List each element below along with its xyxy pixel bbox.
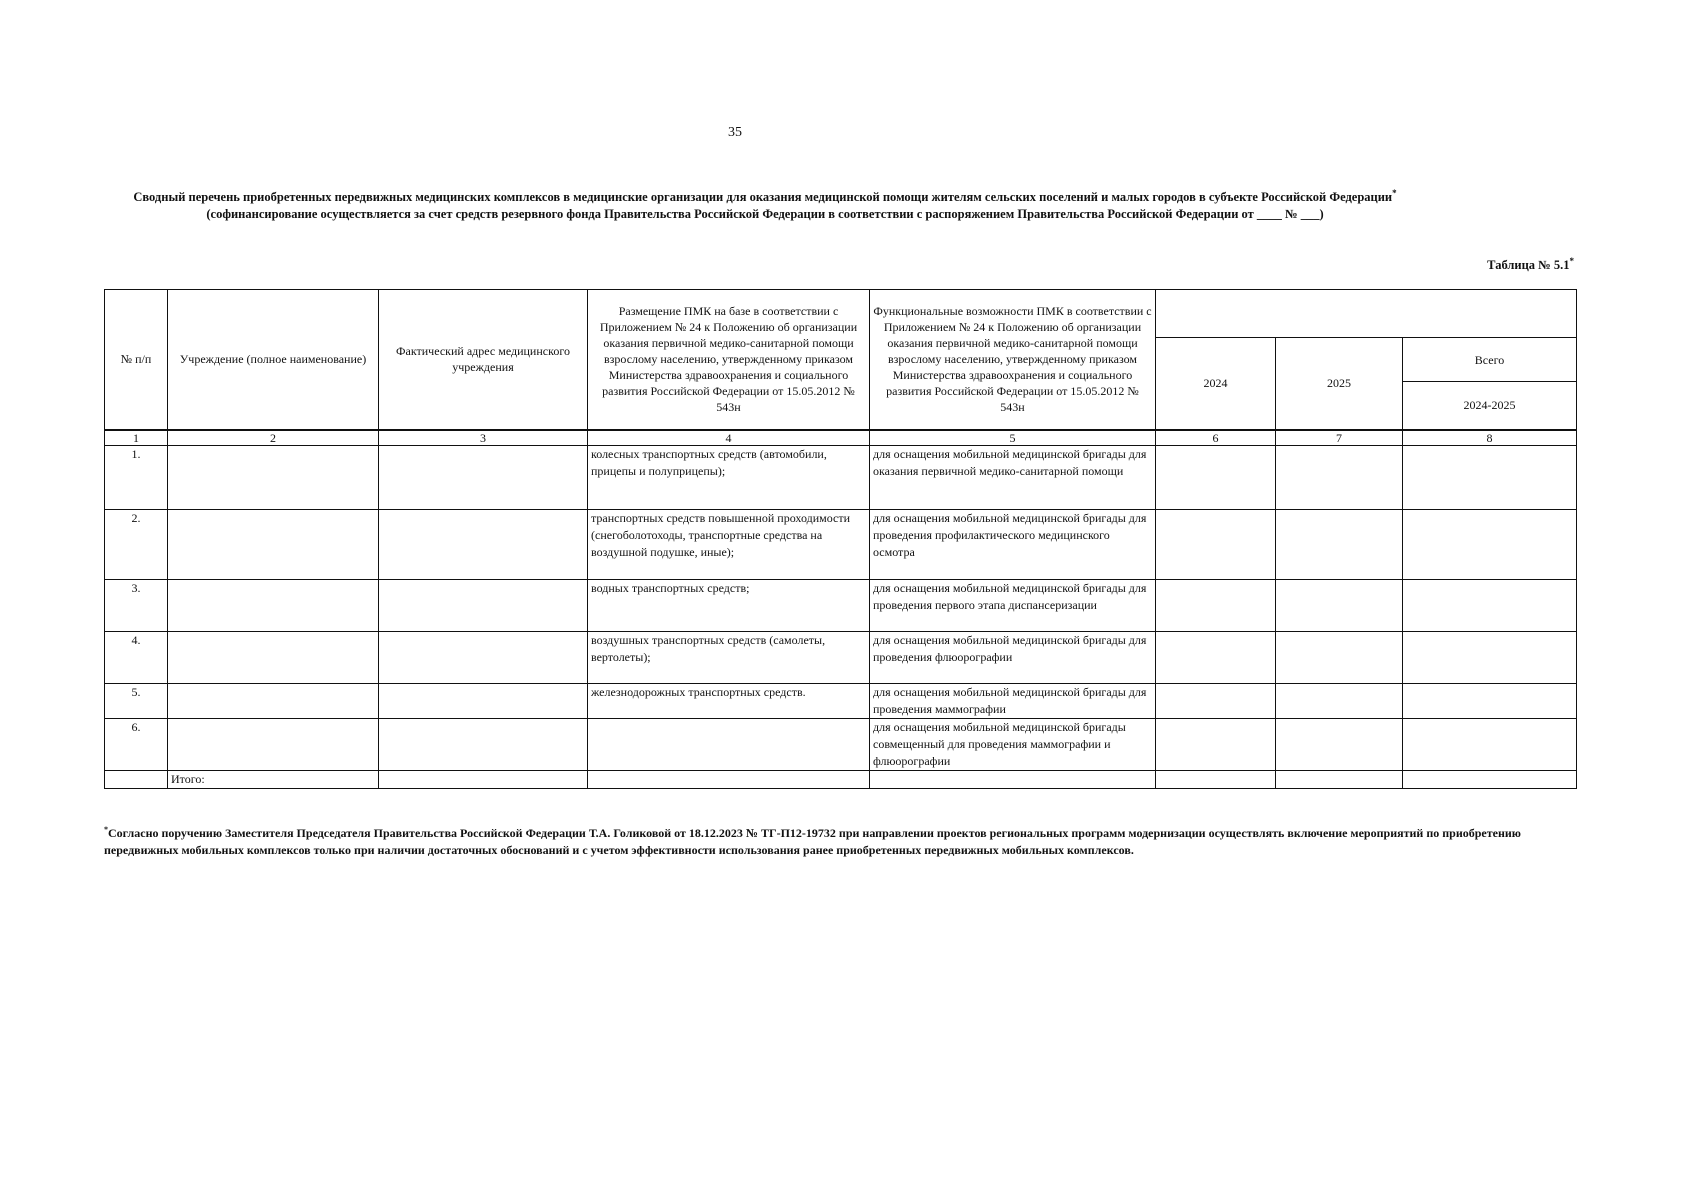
column-number: 8: [1403, 430, 1577, 446]
value-total-cell: [1403, 509, 1577, 579]
header-num: № п/п: [105, 290, 168, 430]
institution-cell: [168, 445, 379, 509]
row-number: 1.: [105, 445, 168, 509]
table-row: [105, 631, 1577, 683]
value-total-cell: [1403, 579, 1577, 631]
column-number: 4: [588, 430, 870, 446]
value-2024-cell: [1156, 445, 1276, 509]
header-funding-group: [1156, 290, 1577, 338]
header-year-2024: 2024: [1156, 338, 1276, 430]
value-2025-cell: [1276, 683, 1403, 718]
header-address: Фактический адрес медицинского учреждения: [379, 290, 588, 430]
total-row: [105, 770, 1577, 788]
column-number: 2: [168, 430, 379, 446]
pmk-table: [104, 289, 1577, 789]
function-cell: для оснащения мобильной медицинской бригады для проведения флюорографии: [870, 631, 1156, 683]
function-cell: для оснащения мобильной медицинской бригады для оказания первичной медико-санитарной помощи: [870, 445, 1156, 509]
table-row: [105, 718, 1577, 770]
table-row: [105, 445, 1577, 509]
value-2024-cell: [1156, 683, 1276, 718]
institution-cell: [168, 718, 379, 770]
table-label: [1487, 256, 1574, 273]
table-row: [105, 683, 1577, 718]
placement-cell: водных транспортных средств;: [588, 579, 870, 631]
header-year-2025: 2025: [1276, 338, 1403, 430]
value-total-cell: [1403, 445, 1577, 509]
total-cell: [1156, 770, 1276, 788]
address-cell: [379, 579, 588, 631]
institution-cell: [168, 579, 379, 631]
institution-cell: [168, 631, 379, 683]
column-number: 5: [870, 430, 1156, 446]
function-cell: для оснащения мобильной медицинской бригады для проведения маммографии: [870, 683, 1156, 718]
table-label-text: Таблица № 5.1: [1487, 258, 1570, 273]
header-placement: Размещение ПМК на базе в соответствии с Приложением № 24 к Положению об организации оказания первичной медико-санитарной помощи взрослому населению, утвержденному приказом Министерства здравоохранения и социального развития Российской Федерации от 15.05.2012 № 543н: [588, 290, 870, 430]
address-cell: [379, 718, 588, 770]
header-total: Всего: [1403, 338, 1577, 382]
placement-cell: [588, 718, 870, 770]
table-label-mark: *: [1569, 256, 1574, 266]
row-number: 2.: [105, 509, 168, 579]
footnote: [104, 821, 1574, 859]
header-functions: Функциональные возможности ПМК в соответствии с Приложением № 24 к Положению об организации оказания первичной медико-санитарной помощи взрослому населению, утвержденному приказом Министерства здравоохранения и социального развития Российской Федерации от 15.05.2012 № 543н: [870, 290, 1156, 430]
address-cell: [379, 631, 588, 683]
total-label: Итого:: [168, 770, 379, 788]
row-number: 4.: [105, 631, 168, 683]
value-2025-cell: [1276, 509, 1403, 579]
total-cell: [379, 770, 588, 788]
header-institution: Учреждение (полное наименование): [168, 290, 379, 430]
total-num-cell: [105, 770, 168, 788]
value-total-cell: [1403, 683, 1577, 718]
institution-cell: [168, 683, 379, 718]
address-cell: [379, 509, 588, 579]
column-number: 7: [1276, 430, 1403, 446]
value-total-cell: [1403, 631, 1577, 683]
page-number: 35: [728, 125, 742, 140]
table-row: [105, 579, 1577, 631]
value-2025-cell: [1276, 579, 1403, 631]
table-row: [105, 509, 1577, 579]
title-footnote-mark: *: [1392, 188, 1397, 198]
footnote-text: Согласно поручению Заместителя Председателя Правительства Российской Федерации Т.А. Голиковой от 18.12.2023 № ТГ-П12-19732 при направлении проектов региональных программ модернизации осуществлять включение мероприятий по приобретению передвижных мобильных комплексов только при наличии достаточных обоснований и с учетом эффективности использования ранее приобретенных передвижных мобильных комплексов.: [104, 826, 1521, 857]
function-cell: для оснащения мобильной медицинской бригады для проведения первого этапа диспансеризации: [870, 579, 1156, 631]
placement-cell: колесных транспортных средств (автомобили, прицепы и полуприцепы);: [588, 445, 870, 509]
value-total-cell: [1403, 718, 1577, 770]
row-number: 5.: [105, 683, 168, 718]
title-text: Сводный перечень приобретенных передвижных медицинских комплексов в медицинские организации для оказания медицинской помощи жителям сельских поселений и малых городов в субъекте Российской Федерации: [133, 190, 1393, 205]
value-2024-cell: [1156, 509, 1276, 579]
function-cell: для оснащения мобильной медицинской бригады для проведения профилактического медицинского осмотра: [870, 509, 1156, 579]
address-cell: [379, 445, 588, 509]
column-number: 1: [105, 430, 168, 446]
column-number-row: [105, 430, 1577, 446]
placement-cell: воздушных транспортных средств (самолеты, вертолеты);: [588, 631, 870, 683]
institution-cell: [168, 509, 379, 579]
placement-cell: железнодорожных транспортных средств.: [588, 683, 870, 718]
header-total-period: 2024-2025: [1403, 382, 1577, 430]
document-subtitle: (софинансирование осуществляется за счет средств резервного фонда Правительства Российской Федерации в соответствии с распоряжением Правительства Российской Федерации от ____ № ___): [206, 207, 1324, 222]
placement-cell: транспортных средств повышенной проходимости (снегоболотоходы, транспортные средства на воздушной подушке, иные);: [588, 509, 870, 579]
function-cell: для оснащения мобильной медицинской бригады совмещенный для проведения маммографии и флюорографии: [870, 718, 1156, 770]
total-cell: [588, 770, 870, 788]
value-2025-cell: [1276, 631, 1403, 683]
total-cell: [1276, 770, 1403, 788]
value-2025-cell: [1276, 718, 1403, 770]
row-number: 6.: [105, 718, 168, 770]
address-cell: [379, 683, 588, 718]
column-number: 3: [379, 430, 588, 446]
value-2024-cell: [1156, 631, 1276, 683]
column-number: 6: [1156, 430, 1276, 446]
value-2024-cell: [1156, 718, 1276, 770]
value-2025-cell: [1276, 445, 1403, 509]
value-2024-cell: [1156, 579, 1276, 631]
row-number: 3.: [105, 579, 168, 631]
total-cell: [1403, 770, 1577, 788]
footnote-mark: *: [104, 825, 108, 834]
document-title: [110, 185, 1420, 223]
total-cell: [870, 770, 1156, 788]
